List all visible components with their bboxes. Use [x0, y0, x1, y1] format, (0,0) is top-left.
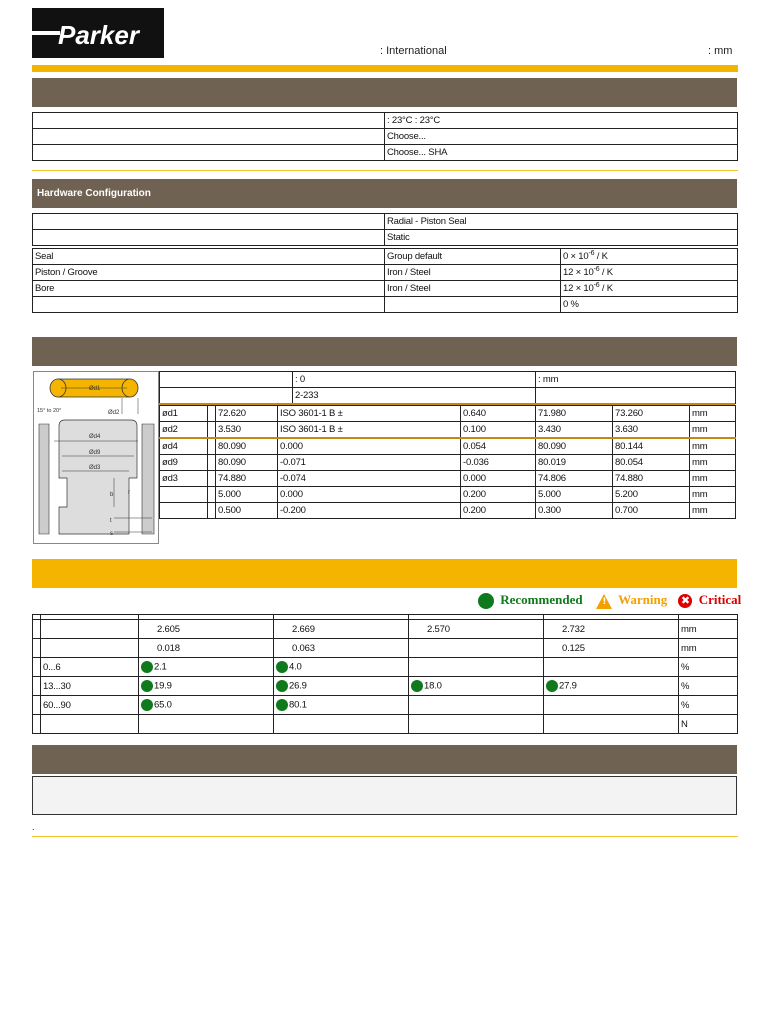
expansion-part: -6 — [593, 266, 600, 274]
result-number: 2.605 — [157, 623, 180, 635]
table-row — [33, 658, 738, 677]
expansion-part: 0 % — [563, 299, 579, 311]
dim-value: 0.000 — [461, 471, 536, 487]
dim-info-cell — [160, 388, 293, 404]
spacer-cell — [33, 715, 41, 734]
result-number: 2.1 — [154, 661, 167, 673]
recommended-icon — [141, 699, 153, 711]
recommended-icon — [141, 661, 153, 673]
dim-value: 3.530 — [216, 422, 278, 439]
dim-value: 74.880 — [216, 471, 278, 487]
result-number: 19.9 — [154, 680, 172, 692]
expansion-part: -6 — [588, 250, 595, 258]
dim-value: 74.806 — [536, 471, 613, 487]
result-value — [274, 715, 409, 734]
table-row — [160, 503, 736, 519]
dim-value: 3.430 — [536, 422, 613, 439]
dim-info-cell — [536, 388, 736, 404]
table-row — [33, 249, 738, 265]
result-number: 2.570 — [427, 623, 450, 635]
svg-text:Ød4: Ød4 — [89, 434, 101, 440]
dim-value: 0.200 — [461, 503, 536, 519]
dim-value: 0.000 — [278, 438, 461, 455]
result-number: 80.1 — [289, 699, 307, 711]
dim-value: 3.630 — [613, 422, 690, 439]
table-row — [33, 297, 738, 313]
result-value — [409, 639, 544, 658]
dim-value: 0.640 — [461, 406, 536, 422]
dim-value: 80.054 — [613, 455, 690, 471]
dim-value: 0.500 — [216, 503, 278, 519]
dim-value: 0.100 — [461, 422, 536, 439]
dim-value: 73.260 — [613, 406, 690, 422]
table-row — [33, 677, 738, 696]
component-name: Seal — [33, 249, 385, 265]
dim-value: 5.200 — [613, 487, 690, 503]
conditions-table — [32, 112, 738, 161]
result-value — [139, 715, 274, 734]
result-unit: % — [679, 677, 738, 696]
dim-value: mm — [690, 438, 736, 455]
component-material: Iron / Steel — [385, 265, 561, 281]
groove-diagram — [33, 371, 159, 544]
unit-label: : mm — [708, 45, 733, 57]
svg-text:Ød2: Ød2 — [108, 410, 120, 416]
hardware-label — [33, 214, 385, 230]
recommended-icon — [141, 680, 153, 692]
hardware-value: Radial - Piston Seal — [385, 214, 738, 230]
dim-symbol: ød9 — [160, 455, 208, 471]
expansion-part: / K — [594, 251, 608, 263]
result-number: 27.9 — [559, 680, 577, 692]
dim-info-cell: 2-233 — [293, 388, 536, 404]
dim-value: 0.000 — [278, 487, 461, 503]
table-row — [33, 214, 738, 230]
expansion-part: 0 × 10 — [563, 251, 589, 263]
footer-divider — [32, 836, 738, 837]
dimensions-header — [32, 337, 737, 366]
condition-value: Choose... — [385, 129, 738, 145]
result-value — [274, 620, 409, 639]
svg-text:Parker: Parker — [58, 20, 139, 50]
result-unit: % — [679, 696, 738, 715]
recommended-icon — [276, 699, 288, 711]
dim-symbol — [160, 487, 208, 503]
hardware-type-table — [32, 213, 738, 246]
component-material: Group default — [385, 249, 561, 265]
result-value — [139, 677, 274, 696]
table-row — [160, 406, 736, 422]
region-label: : International — [380, 45, 447, 57]
result-unit: N — [679, 715, 738, 734]
recommended-icon — [276, 661, 288, 673]
result-value — [274, 658, 409, 677]
spacer-cell — [208, 471, 216, 487]
table-row — [33, 145, 738, 161]
table-row — [33, 620, 738, 639]
recommended-icon — [546, 680, 558, 692]
table-row — [33, 129, 738, 145]
hardware-header — [32, 179, 737, 208]
table-row — [33, 265, 738, 281]
result-unit: mm — [679, 639, 738, 658]
result-value — [544, 715, 679, 734]
result-value — [544, 639, 679, 658]
dim-value: 80.019 — [536, 455, 613, 471]
result-number: 2.669 — [292, 623, 315, 635]
dim-value: -0.200 — [278, 503, 461, 519]
dim-value: 0.700 — [613, 503, 690, 519]
result-value — [544, 658, 679, 677]
dim-value: mm — [690, 455, 736, 471]
dim-value: mm — [690, 422, 736, 439]
dim-value: 71.980 — [536, 406, 613, 422]
expansion-part: / K — [599, 283, 613, 295]
dim-value: 5.000 — [216, 487, 278, 503]
warning-icon: ! — [596, 594, 612, 609]
svg-text:r: r — [128, 490, 130, 496]
table-row — [33, 639, 738, 658]
result-number: 0.063 — [292, 642, 315, 654]
spacer-cell — [208, 438, 216, 455]
dim-value: 0.200 — [461, 487, 536, 503]
result-number: 4.0 — [289, 661, 302, 673]
result-value — [139, 639, 274, 658]
svg-text:15° to 20°: 15° to 20° — [37, 408, 62, 414]
dim-value: 80.090 — [216, 438, 278, 455]
dim-value: ISO 3601-1 B ± — [278, 406, 461, 422]
result-label: 13...30 — [41, 677, 139, 696]
recommended-icon — [411, 680, 423, 692]
condition-label — [33, 129, 385, 145]
spacer-cell — [208, 455, 216, 471]
dim-value: ISO 3601-1 B ± — [278, 422, 461, 439]
result-label: 0...6 — [41, 658, 139, 677]
dim-value: 80.090 — [216, 455, 278, 471]
spacer-cell — [208, 503, 216, 519]
condition-label — [33, 113, 385, 129]
svg-text:s: s — [110, 531, 113, 537]
result-value — [544, 696, 679, 715]
condition-label — [33, 145, 385, 161]
result-value — [409, 658, 544, 677]
result-label — [41, 715, 139, 734]
hardware-value: Static — [385, 230, 738, 246]
dim-value: 0.054 — [461, 438, 536, 455]
recommended-icon — [478, 593, 494, 609]
notes-header — [32, 745, 737, 774]
result-value — [409, 696, 544, 715]
table-row — [33, 715, 738, 734]
table-row — [160, 388, 736, 404]
dim-value: -0.036 — [461, 455, 536, 471]
table-row — [160, 372, 736, 388]
dim-value: -0.071 — [278, 455, 461, 471]
results-table — [32, 614, 738, 734]
spacer-cell — [208, 406, 216, 422]
legend-warning: Warning — [618, 592, 668, 607]
legend-critical: Critical — [698, 592, 742, 607]
result-number: 18.0 — [424, 680, 442, 692]
svg-text:Ød3: Ød3 — [89, 465, 101, 471]
result-label — [41, 620, 139, 639]
dim-value: 74.880 — [613, 471, 690, 487]
spacer-cell — [33, 620, 41, 639]
dim-value: mm — [690, 406, 736, 422]
dim-value: -0.074 — [278, 471, 461, 487]
conditions-header — [32, 78, 737, 107]
table-row — [33, 230, 738, 246]
thermal-expansion — [561, 265, 738, 281]
parker-logo — [32, 8, 164, 58]
table-row — [33, 113, 738, 129]
legend — [478, 592, 741, 609]
spacer-cell — [33, 658, 41, 677]
result-value — [544, 677, 679, 696]
hardware-label — [33, 230, 385, 246]
component-material: Iron / Steel — [385, 281, 561, 297]
result-unit: mm — [679, 620, 738, 639]
component-name: Piston / Groove — [33, 265, 385, 281]
table-row — [160, 422, 736, 439]
thermal-expansion — [561, 249, 738, 265]
condition-value: Choose... SHA — [385, 145, 738, 161]
table-row — [33, 696, 738, 715]
table-row — [33, 281, 738, 297]
result-value — [409, 715, 544, 734]
result-value — [409, 620, 544, 639]
results-header — [32, 559, 737, 588]
spacer-cell — [33, 696, 41, 715]
svg-text:Ød9: Ød9 — [89, 450, 101, 456]
dimensions-table — [159, 405, 736, 519]
thermal-expansion — [561, 281, 738, 297]
result-value — [274, 696, 409, 715]
result-number: 26.9 — [289, 680, 307, 692]
hardware-material-table — [32, 248, 738, 313]
dim-value: 0.300 — [536, 503, 613, 519]
result-unit: % — [679, 658, 738, 677]
table-row — [160, 487, 736, 503]
spacer-cell — [33, 639, 41, 658]
component-name: Bore — [33, 281, 385, 297]
svg-text:Ød1: Ød1 — [89, 386, 101, 392]
dim-symbol — [160, 503, 208, 519]
dim-symbol: ød2 — [160, 422, 208, 439]
spacer-cell — [33, 677, 41, 696]
component-material — [385, 297, 561, 313]
header-gold-bar — [32, 65, 738, 72]
dim-value: mm — [690, 471, 736, 487]
condition-value: : 23°C : 23°C — [385, 113, 738, 129]
svg-text:t: t — [110, 518, 112, 524]
dim-value: mm — [690, 487, 736, 503]
result-value — [274, 677, 409, 696]
dimensions-info-table — [159, 371, 736, 404]
recommended-icon — [276, 680, 288, 692]
dim-symbol: ød4 — [160, 438, 208, 455]
hardware-title: Hardware Configuration — [37, 188, 151, 199]
expansion-part: -6 — [593, 282, 600, 290]
divider — [32, 170, 738, 171]
expansion-part: 12 × 10 — [563, 267, 594, 279]
result-value — [409, 677, 544, 696]
result-number: 0.018 — [157, 642, 180, 654]
notes-box — [32, 776, 737, 815]
spacer-cell — [208, 487, 216, 503]
legend-recommended: Recommended — [500, 592, 583, 607]
critical-icon: ✖ — [678, 594, 692, 608]
component-name — [33, 297, 385, 313]
dim-value: 80.090 — [536, 438, 613, 455]
table-row — [160, 438, 736, 455]
result-value — [139, 696, 274, 715]
result-number: 65.0 — [154, 699, 172, 711]
dim-info-cell: : 0 — [293, 372, 536, 388]
svg-text:b: b — [110, 492, 114, 498]
result-label: 60...90 — [41, 696, 139, 715]
result-value — [274, 639, 409, 658]
dim-symbol: ød1 — [160, 406, 208, 422]
result-value — [544, 620, 679, 639]
expansion-part: 12 × 10 — [563, 283, 594, 295]
dim-value: 80.144 — [613, 438, 690, 455]
table-row — [160, 471, 736, 487]
spacer-cell — [208, 422, 216, 439]
dim-info-cell — [160, 372, 293, 388]
expansion-part: / K — [599, 267, 613, 279]
table-row — [160, 455, 736, 471]
result-value — [139, 658, 274, 677]
dim-info-cell: : mm — [536, 372, 736, 388]
result-value — [139, 620, 274, 639]
thermal-expansion — [561, 297, 738, 313]
result-label — [41, 639, 139, 658]
result-number: 2.732 — [562, 623, 585, 635]
dim-value: 5.000 — [536, 487, 613, 503]
footer-note: . — [32, 822, 35, 832]
dim-value: 72.620 — [216, 406, 278, 422]
dim-symbol: ød3 — [160, 471, 208, 487]
dim-value: mm — [690, 503, 736, 519]
result-number: 0.125 — [562, 642, 585, 654]
